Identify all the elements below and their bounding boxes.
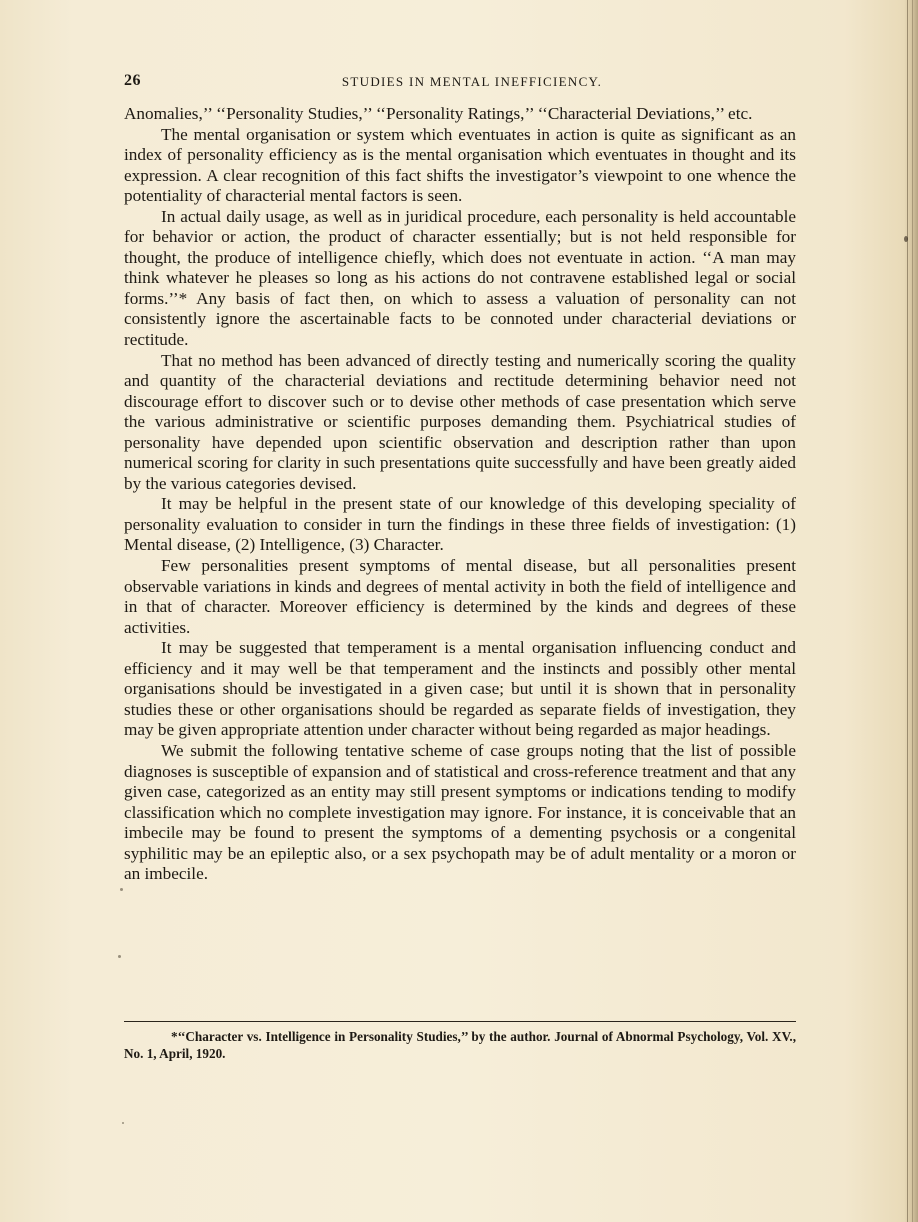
running-title: STUDIES IN MENTAL INEFFICIENCY. (341, 74, 603, 89)
page-number: 26 (124, 72, 141, 89)
paragraph: We submit the following tentative scheme of case groups noting that the list of possible diagnoses is susceptible of expansion and of statistical and cross-reference treatment and that any given case, categorized as an entity may still present symptoms or indications tending to modify classification which no complete investigation may ignore. For instance, it is conceivable that an imbecile may be found to present the symptoms of a dementing psychosis or a congenital syphilitic may be an epileptic also, or a sex psychopath may be of adult mentality or a moron or an imbecile. (124, 740, 796, 884)
footnote-text: *‘‘Character vs. Intelligence in Personality Studies,’’ by the author. Journal of Abnormal Psychology, Vol. XV., No. 1, April, 1920. (124, 1029, 796, 1061)
page-edge-line (907, 0, 908, 1222)
paragraph: In actual daily usage, as well as in juridical procedure, each personality is held accountable for behavior or action, the product of character essentially; but is not held responsible for thought, the produce of intelligence chiefly, which does not eventuate in action. ‘‘A man may think whatever he pleases so long as his actions do not contravene established legal or social forms.’’* Any basis of fact then, on which to assess a valuation of personality can not consistently ignore the ascertainable facts to be connoted under characterial deviations or rectitude. (124, 206, 796, 350)
page-edge-line (912, 0, 913, 1222)
paper-speck (122, 1122, 124, 1124)
paper-speck (118, 955, 121, 958)
footnote-rule (124, 1021, 796, 1022)
paragraph: The mental organisation or system which eventuates in action is quite as significant as an index of personality efficiency as is the mental organisation which eventuates in thought and its expression. A clear recognition of this fact shifts the investigator’s viewpoint to one whence the potentiality of characterial mental factors is seen. (124, 124, 796, 206)
paper-speck (904, 236, 908, 242)
paragraph: It may be suggested that temperament is a mental organisation influencing conduct and efficiency and it may well be that temperament and the instincts and possibly other mental organisations should be investigated in a given case; but until it is shown that in personality studies these or other organisations should be regarded as separate fields of investigation, they may be given appropriate attention under character without being regarded as major headings. (124, 638, 796, 740)
footnote (124, 1028, 796, 1062)
paragraph: It may be helpful in the present state of our knowledge of this developing speciality of personality evaluation to consider in turn the findings in these three fields of investigation: (1) Mental disease, (2) Intelligence, (3) Character. (124, 494, 796, 555)
paragraph: Anomalies,’’ ‘‘Personality Studies,’’ ‘‘Personality Ratings,’’ ‘‘Characterial Deviations,’’ etc. (124, 104, 753, 123)
paragraph: Few personalities present symptoms of mental disease, but all personalities present observable variations in kinds and degrees of mental activity in both the field of intelligence and in that of character. Moreover efficiency is determined by the kinds and degrees of these activities. (124, 556, 796, 637)
running-header (124, 72, 796, 96)
paper-speck (120, 888, 123, 891)
body-text (124, 104, 796, 885)
paragraph: That no method has been advanced of directly testing and numerically scoring the quality and quantity of the characterial deviations and rectitude determining behavior need not discourage effort to discover such or to devise other methods of case presentation which serve the various administrative or scientific purposes demanding them. Psychiatrical studies of personality have depended upon scientific observation and description rather than upon numerical scoring for clarity in such presentations quite successfully and have been greatly aided by the various categories devised. (124, 350, 796, 493)
